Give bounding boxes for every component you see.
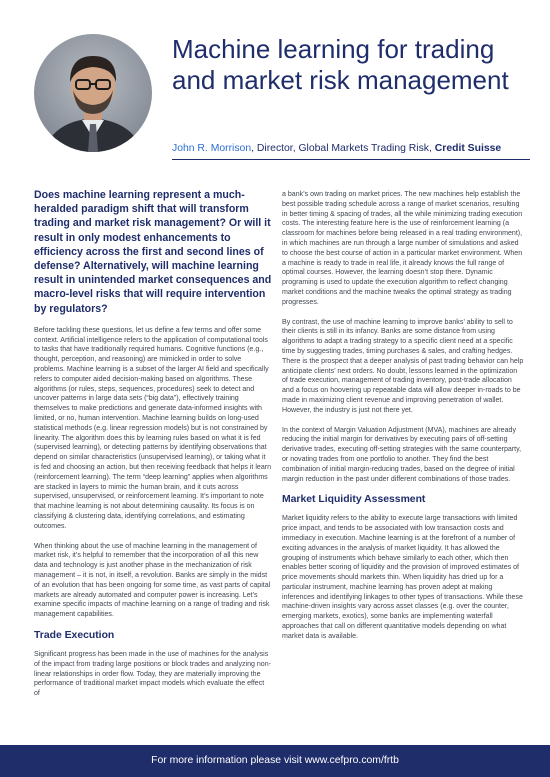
right-column: [282, 190, 524, 652]
author-company: Credit Suisse: [434, 143, 502, 154]
lead-question: Does machine learning represent a much-heralded paradigm shift that will transform trading and market risk management? Or will it result in only modest enhancements to efficiency across the first and second lines of defense? Alternatively, will machine learning result in unintended market consequences and macro-level risks that will require intervention by regulators?: [34, 189, 272, 315]
paragraph-trade-execution: Significant progress has been made in the use of machines for the analysis of the impact from trading large positions or block trades and analyzing non-linear relationships in order flow. Today, they are materially improving the performance of traditional market impact models which evaluate the effect of: [34, 650, 271, 698]
paragraph-mva: In the context of Margin Valuation Adjustment (MVA), machines are already reducing the initial margin for derivatives by executing pairs of off-setting derivative trades, executing off-setting strategies with the same counterparty, or novating trades from one portfolio to another. They find the best combination of initial margin-reducing trades, based on the degree of initial margin reduction in the past under different combinations of those trades.: [282, 426, 522, 483]
author-byline: [172, 143, 530, 154]
author-photo: [34, 34, 152, 152]
article-title: Machine learning for trading and market risk management: [172, 34, 509, 95]
title-divider: [172, 159, 530, 160]
paragraph-market-liquidity: Market liquidity refers to the ability to execute large transactions with limited price impact, and tends to be associated with low transaction costs and immediacy in execution. Machine learning is at the forefront of a number of exciting advances in the analysis of market liquidity. It has allowed the grouping of instruments which behave similarly to each other, which then enables better scoring of liquidity and the provision of improved estimates of price movements should markets thin. When liquidity has dried up for a particular instrument, machine learning has proven adept at making inferences and identifying linkages to other types of transactions. While these machine-driven insights vary across asset classes (e.g. over the counter, emerging markets, exotics), some banks are implementing waterfall approaches that call on different quantitative models depending on what market data is available.: [282, 515, 523, 640]
paragraph-market-impact: a bank’s own trading on market prices. The new machines help establish the best possible trading schedule across a range of market scenarios, resulting in better timing & spacing of trades, all the while minimizing trading execution costs. The interesting feature here is the use of reinforcement learning (a classroom for machines before being released in a real trading environment), in which machines are run through a large number of simulations and asked to choose the best course of action in a particular market environment. When a machine is ready to trade in real life, it already knows the full range of optimal courses. However, the learning doesn’t stop there. Dynamic programing is used to update the execution algorithm to reflect changing market conditions and the machine tweaks the optimal strategy as trading progresses.: [282, 191, 523, 306]
paragraph-client-sales: By contrast, the use of machine learning to improve banks’ ability to sell to their clients is still in its infancy. Banks are some distance from using algorithms to adapt a trading strategy to a specific client need at a specific time by suggesting trades, timing purchases & sales, and crafting hedges. There is the prospect that a deeper analysis of past trading behavior can help anticipate clients’ next orders. No doubt, lessons learned in the optimization of trade execution, management of trading inventory, post-trade allocation and a focus on hoovering up repeatable data will allow deeper in-roads to be made in maximizing client revenue and improving penetration of wallet. However, the industry is just not there yet.: [282, 318, 524, 414]
author-role: , Director, Global Markets Trading Risk,: [251, 143, 435, 154]
author-portrait-icon: [34, 34, 152, 152]
author-name: John R. Morrison: [172, 143, 252, 154]
left-column: [34, 188, 272, 709]
section-heading-market-liquidity: Market Liquidity Assessment: [282, 494, 426, 506]
footer-banner[interactable]: For more information please visit www.cefpro.com/frtb: [0, 745, 550, 777]
paragraph-context: When thinking about the use of machine learning in the management of market risk, it’s helpful to remember that the incorporation of all this new data and technology is just another phase in the mechanization of risk management – it is not, in itself, a revolution. Banks are simply in the midst of an evolution that has been ongoing for some time, as vast parts of capital markets are already automated and computer power is increasing. Let’s examine specific impacts of machine learning on a range of trading and risk management capabilities.: [34, 542, 271, 619]
paragraph-definitions: Before tackling these questions, let us define a few terms and offer some context. Artificial intelligence refers to the application of computational tools to tasks that have traditionally required humans. Cognitive functions (e.g., thought, perception, and reasoning) are mimicked in order to solve problems. Machine learning is a subset of the larger AI field and specifically refers to computer aided decision-making based on algorithms. These algorithms (or rules, steps, sequences, procedures) seek to detect and uncover patterns in large data sets (“big data”), effectively training themselves to make predictions and generate data-informed insights with limited, or no, human intervention. Machine learning builds on long-used statistical methods (e.g. linear regression models) but is not constrained by linearity. The algorithm does this by learning rules based on what it is fed (supervised learning), or detecting patterns by identifying observations that depend on similar characteristics (unsupervised learning), or taking what it is fed and choosing an action, but then receiving feedback that helps it learn (reinforcement learning). The term “deep learning” applies when algorithms are stacked in layers to mimic the human brain, and it cuts across supervised, unsupervised, or reinforcement learning. It’s important to note that machine learning is not about determining causality. Its focus is on classifying & clustering data, identifying correlations, and estimating outcomes.: [34, 326, 272, 530]
section-heading-trade-execution: Trade Execution: [34, 629, 115, 641]
